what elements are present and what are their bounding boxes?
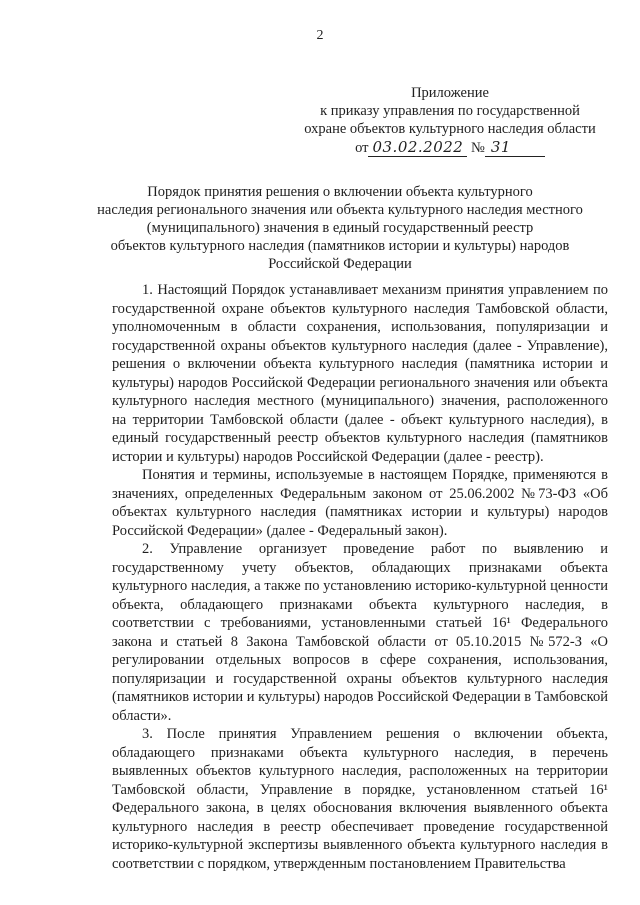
title-line: Порядок принятия решения о включении объекта культурного bbox=[147, 184, 533, 200]
appendix-title: Приложение bbox=[411, 85, 489, 101]
handwritten-number: 31 bbox=[485, 138, 545, 157]
paragraph-2: 2. Управление организует проведение работ по выявлению и государственному учету объектов, обладающих признаками объекта культурного наследия, а также по установлению историко-культурной ценности объекта, обладающего признаками объекта культурного наследия, в соответствии с требованиями, установленными статьей 16¹ Федерального закона и статьей 8 Закона Тамбовской области от 05.10.2015 №572-З «О регулировании отдельных вопросов в сфере сохранения, использования, популяризации и государственной охраны объектов культурного наследия (памятников истории и культуры) народов Российской Федерации в Тамбовской области». bbox=[112, 541, 609, 724]
paragraph-3: 3. После принятия Управлением решения о включении объекта, обладающего признаками объекта культурного наследия, в перечень выявленных объектов культурного наследия, расположенных на территории Тамбовской области, Управление в порядке, установленном статьей 16¹ Федерального закона, в целях обоснования включения выявленного объекта культурного наследия в реестр обеспечивает проведение государственной историко-культурной экспертизы выявленного объекта культурного наследия в соответствии с порядком, утвержденным постановлением Правительства bbox=[112, 726, 608, 872]
document-body bbox=[112, 281, 608, 873]
appendix-header bbox=[300, 84, 600, 157]
title-line: Российской Федерации bbox=[268, 256, 412, 272]
appendix-order-line: к приказу управления по государственной bbox=[320, 103, 580, 119]
date-prefix: от bbox=[355, 140, 369, 156]
page-number: 2 bbox=[316, 28, 324, 43]
number-prefix: № bbox=[470, 140, 485, 156]
document-title bbox=[70, 183, 610, 273]
appendix-date-line bbox=[300, 138, 600, 157]
appendix-authority-line: охране объектов культурного наследия области bbox=[304, 121, 596, 137]
paragraph-1: 1. Настоящий Порядок устанавливает механизм принятия управлением по государственной охране объектов культурного наследия Тамбовской области, уполномоченным в области сохранения, использования, популяризации и государственной охраны объектов культурного наследия (далее - Управление), решения о включении объекта культурного наследия (памятника истории и культуры) народов Российской Федерации регионального значения или объекта культурного наследия местного (муниципального) значения, расположенного на территории Тамбовской области (далее - объект культурного наследия), в единый государственный реестр объектов культурного наследия (памятников истории и культуры) народов Российской Федерации (далее - реестр). bbox=[112, 282, 608, 465]
title-line: (муниципального) значения в единый государственный реестр bbox=[146, 220, 534, 236]
handwritten-date: 03.02.2022 bbox=[368, 138, 467, 157]
title-line: наследия регионального значения или объекта культурного наследия местного bbox=[97, 202, 583, 218]
title-line: объектов культурного наследия (памятников истории и культуры) народов bbox=[110, 238, 570, 254]
paragraph-terms: Понятия и термины, используемые в настоящем Порядке, применяются в значениях, определенных Федеральным законом от 25.06.2002 №73-ФЗ «Об объектах культурного наследия (памятниках истории и культуры) народов Российской Федерации» (далее - Федеральный закон). bbox=[112, 467, 608, 539]
